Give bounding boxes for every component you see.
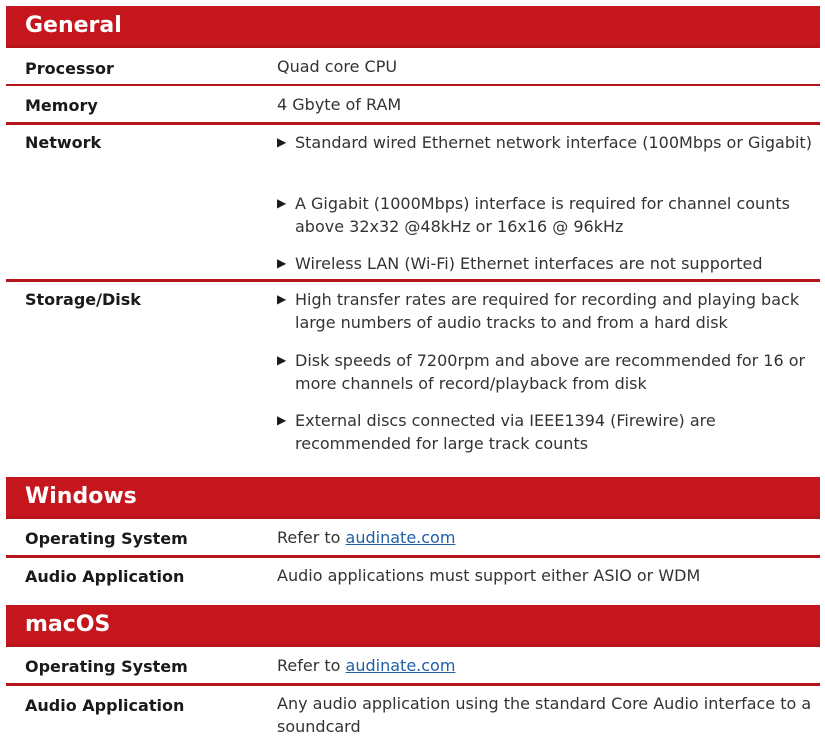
windows-app-row bbox=[6, 555, 820, 599]
macos-app-label: Audio Application bbox=[25, 696, 185, 715]
storage-label: Storage/Disk bbox=[25, 290, 141, 309]
processor-value: Quad core CPU bbox=[277, 57, 398, 76]
triangle-right-icon: ▶ bbox=[277, 256, 287, 270]
windows-os-link[interactable]: audinate.com bbox=[345, 528, 456, 547]
windows-header: Windows bbox=[6, 477, 820, 516]
memory-value: 4 Gbyte of RAM bbox=[277, 95, 402, 114]
processor-row bbox=[6, 45, 820, 84]
windows-os-value bbox=[277, 526, 817, 549]
macos-os-prefix: Refer to bbox=[277, 656, 341, 675]
network-item-text: A Gigabit (1000Mbps) interface is required for channel counts above 32x32 @48kHz or 16x16 @ 96kHz bbox=[295, 194, 790, 236]
triangle-right-icon: ▶ bbox=[277, 196, 287, 210]
windows-os-row bbox=[6, 516, 820, 555]
macos-os-link[interactable]: audinate.com bbox=[345, 656, 456, 675]
storage-item-text: High transfer rates are required for recording and playing back large numbers of audio tracks to and from a hard disk bbox=[295, 290, 800, 332]
macos-app-value: Any audio application using the standard Core Audio interface to a soundcard bbox=[277, 694, 812, 736]
storage-item-text: External discs connected via IEEE1394 (Firewire) are recommended for large track counts bbox=[295, 411, 716, 453]
triangle-right-icon: ▶ bbox=[277, 353, 287, 367]
macos-header: macOS bbox=[6, 605, 820, 644]
windows-app-label: Audio Application bbox=[25, 567, 185, 586]
network-row bbox=[6, 122, 820, 279]
macos-os-row bbox=[6, 644, 820, 683]
network-item-text: Wireless LAN (Wi-Fi) Ethernet interfaces are not supported bbox=[295, 254, 763, 273]
triangle-right-icon: ▶ bbox=[277, 413, 287, 427]
network-label: Network bbox=[25, 133, 102, 152]
processor-label: Processor bbox=[25, 59, 114, 78]
memory-row bbox=[6, 84, 820, 122]
storage-item-text: Disk speeds of 7200rpm and above are recommended for 16 or more channels of record/playback from disk bbox=[295, 351, 806, 393]
triangle-right-icon: ▶ bbox=[277, 292, 287, 306]
macos-section bbox=[6, 605, 820, 743]
memory-label: Memory bbox=[25, 96, 98, 115]
triangle-right-icon: ▶ bbox=[277, 135, 287, 149]
general-section bbox=[6, 6, 820, 459]
macos-os-value bbox=[277, 654, 817, 677]
windows-app-value: Audio applications must support either ASIO or WDM bbox=[277, 566, 701, 585]
windows-os-label: Operating System bbox=[25, 529, 188, 548]
storage-row bbox=[6, 279, 820, 459]
macos-app-row bbox=[6, 683, 820, 743]
general-header: General bbox=[6, 6, 820, 45]
windows-os-prefix: Refer to bbox=[277, 528, 341, 547]
windows-section bbox=[6, 477, 820, 599]
network-item-text: Standard wired Ethernet network interface (100Mbps or Gigabit) bbox=[295, 133, 812, 152]
macos-os-label: Operating System bbox=[25, 657, 188, 676]
